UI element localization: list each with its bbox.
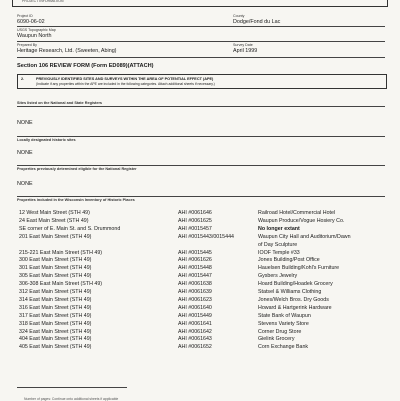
footer-note: Number of pages: Continue onto additional sheets if applicable (24, 397, 119, 401)
property-name: Railroad Hotel/Commercial Hotel (258, 210, 336, 216)
property-name: of Day Sculpture (258, 241, 298, 248)
property-name: Stevens Variety Store (258, 320, 309, 327)
ahi-number: AHI #0015457 (178, 225, 212, 232)
table-row (0, 250, 400, 258)
table-row (0, 289, 400, 297)
ahi-number: AHI #0061646 (178, 210, 212, 216)
category-label: Locally designated historic sites (17, 138, 76, 142)
ahi-number: AHI #0015447 (178, 273, 212, 280)
project-id-label: Project ID (17, 14, 33, 18)
property-address: 12 West Main Street (STH 49) (19, 210, 90, 216)
property-name: Hauelsen Building/Kohl's Furniture (258, 265, 340, 272)
property-name: Gysbers Jewelry (258, 273, 298, 280)
ahi-number: AHI #0061652 (178, 344, 212, 351)
property-name: Corner Drug Store (258, 328, 302, 335)
property-name: Gielink Grocery (258, 336, 295, 343)
ahi-number: AHI #0061643 (178, 336, 212, 343)
project-id-value: 6090-06-02 (17, 19, 45, 25)
property-address: 306-308 East Main Street (STH 49) (19, 281, 103, 288)
quad-value: Waupun North (17, 33, 52, 39)
property-address: 318 East Main Street (STH 49) (19, 320, 92, 327)
table-row (0, 297, 400, 305)
property-address: 24 East Main Street (STH 49) (19, 217, 89, 224)
ahi-number: AHI #0061639 (178, 289, 212, 295)
property-address: 201 East Main Street (STH 49) (19, 233, 92, 240)
survey-date-label: Survey Date (233, 43, 253, 47)
row-divider (17, 136, 385, 137)
table-row (0, 242, 400, 250)
ape-instruction: (Indicate if any properties within the APE are included in the following categories. Attach additional sheets if necessary.) (36, 82, 215, 86)
property-address: 316 East Main Street (STH 49) (19, 304, 92, 311)
table-row (0, 281, 400, 289)
ahi-number: AHI #0015448 (178, 265, 212, 272)
property-address: 317 East Main Street (STH 49) (19, 312, 92, 319)
property-name: Hoard Building/Hoadek Grocery (258, 281, 333, 288)
ahi-number: AHI #0015445 (178, 249, 212, 256)
row-divider (17, 165, 385, 166)
property-address: 405 East Main Street (STH 49) (19, 344, 92, 351)
ape-number: 2. (21, 77, 25, 81)
property-name: Statsel & Williams Clothing (258, 289, 322, 295)
ahi-number: AHI #0061638 (178, 281, 212, 288)
property-name: State Bank of Waupun (258, 312, 311, 319)
ape-heading: PREVIOUSLY IDENTIFIED SITES AND SURVEYS WITHIN THE AREA OF POTENTIAL EFFECT (APE) (36, 77, 214, 81)
property-name: Jones/Welch Bros. Dry Goods (258, 296, 329, 303)
section-title: Section 106 REVIEW FORM (Form ED089)(ATTACH) (17, 63, 154, 69)
county-label: County (233, 14, 245, 18)
ahi-number: AHI #0015449 (178, 312, 212, 319)
table-row (0, 321, 400, 329)
table-row (0, 226, 400, 234)
property-name: Jones Building/Post Office (258, 257, 320, 264)
table-row (0, 336, 400, 344)
county-value: Dodge/Fond du Lac (233, 19, 281, 25)
row-divider (17, 26, 385, 27)
property-address: 312 East Main Street (STH 49) (19, 289, 92, 295)
property-address: 301 East Main Street (STH 49) (19, 265, 92, 272)
top-strip-label: PROJECT INFORMATION (22, 0, 64, 3)
row-divider (17, 57, 385, 58)
ahi-number: AHI #0061641 (178, 320, 212, 327)
property-address: SE corner of E. Main St. and S. Drummond (19, 225, 121, 232)
property-address: 314 East Main Street (STH 49) (19, 296, 92, 303)
table-row (0, 218, 400, 226)
category-value: NONE (17, 181, 33, 187)
property-address: 300 East Main Street (STH 49) (19, 257, 92, 264)
footer-rule (17, 387, 127, 388)
table-row (0, 305, 400, 313)
table-row (0, 344, 400, 352)
table-row (0, 234, 400, 242)
row-divider (17, 41, 385, 42)
ahi-number: AHI #0061626 (178, 257, 212, 264)
ahi-number: AHI #0061625 (178, 217, 212, 224)
prepared-by-value: Heritage Research, Ltd. (Sweeten, Abing) (17, 48, 117, 54)
property-name: No longer extant (258, 225, 300, 232)
ahi-number: AHI #0061623 (178, 296, 212, 303)
top-strip-frame (12, 0, 388, 7)
property-name: Waupun City Hall and Auditorium/Dawn (258, 233, 351, 240)
prepared-by-label: Prepared By (17, 43, 37, 47)
property-name: Corn Exchange Bank (258, 344, 309, 351)
category-value: NONE (17, 150, 33, 156)
category-label: Sites listed on the National and State Registers (17, 101, 103, 105)
property-address: 404 East Main Street (STH 49) (19, 336, 92, 343)
property-address: 305 East Main Street (STH 49) (19, 273, 92, 280)
table-row (0, 329, 400, 337)
property-name: Howard & Hartgerink Hardware (258, 304, 332, 311)
ahi-number: AHI #0061640 (178, 304, 212, 311)
ahi-number: AHI #0015443/0015444 (178, 233, 234, 240)
table-row (0, 313, 400, 321)
category-value: NONE (17, 120, 33, 126)
table-row (0, 273, 400, 281)
quad-label: USGS Topographic Map (17, 28, 56, 32)
property-name: IOOF Temple #33 (258, 249, 300, 256)
row-divider (17, 106, 385, 107)
table-row (0, 257, 400, 265)
row-divider (17, 196, 385, 197)
ahi-number: AHI #0061642 (178, 328, 212, 335)
category-label: Properties previously determined eligible for the National Register (17, 167, 137, 171)
inventory-label: Properties included in the Wisconsin Inventory of Historic Places (17, 198, 135, 202)
table-row (0, 265, 400, 273)
property-address: 324 East Main Street (STH 49) (19, 328, 92, 335)
table-row (0, 210, 400, 218)
property-name: Waupun Produce/Vogue Hosiery Co. (258, 217, 345, 224)
property-address: 215-221 East Main Street (STH 49) (19, 249, 103, 256)
survey-date-value: April 1999 (233, 48, 258, 54)
